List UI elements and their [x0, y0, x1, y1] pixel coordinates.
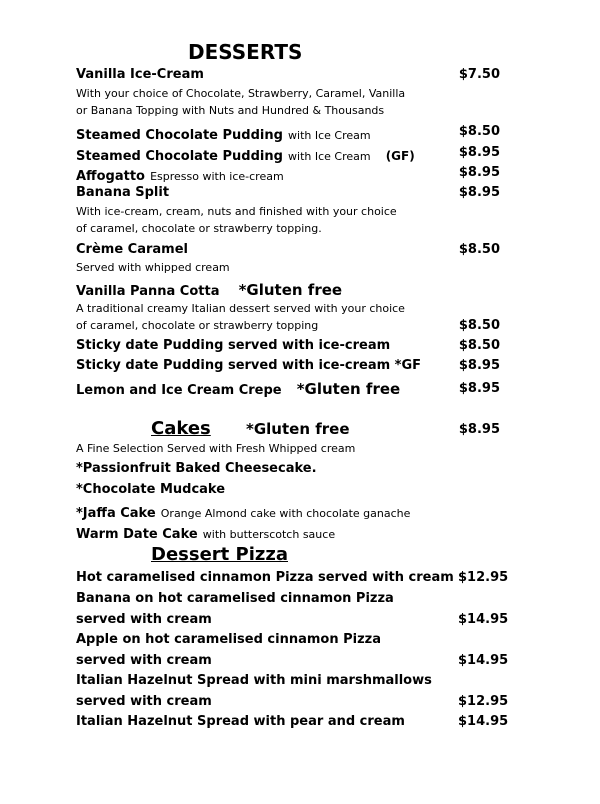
item-price: $8.50: [458, 338, 500, 353]
item-name: Warm Date Cake: [76, 527, 198, 542]
gluten-free-note: *Gluten free: [296, 380, 401, 398]
item-description: of caramel, chocolate or strawberry topping: [76, 319, 319, 332]
item-suffix: Orange Almond cake with chocolate ganache: [160, 507, 411, 520]
cake-item: *Passionfruit Baked Cheesecake.: [76, 461, 317, 476]
item-name: Banana Split: [76, 185, 170, 200]
menu-item: [76, 145, 415, 164]
item-name: Sticky date Pudding served with ice-cream: [76, 338, 391, 353]
item-name: *Jaffa Cake: [76, 506, 156, 521]
pizza-item: Italian Hazelnut Spread with pear and cream: [76, 714, 405, 729]
item-name: Sticky date Pudding served with ice-cream *GF: [76, 358, 422, 373]
item-description: With your choice of Chocolate, Strawberry, Caramel, Vanilla: [76, 87, 406, 100]
item-price: $8.50: [458, 318, 500, 333]
pizza-item: Hot caramelised cinnamon Pizza served with cream: [76, 570, 454, 585]
cakes-description: A Fine Selection Served with Fresh Whipped cream: [76, 442, 356, 455]
item-price: $14.95: [458, 653, 509, 668]
cake-item: *Chocolate Mudcake: [76, 482, 226, 497]
item-price: $12.95: [458, 694, 509, 709]
item-name: Vanilla Ice-Cream: [76, 67, 204, 82]
page-title: DESSERTS: [188, 40, 303, 64]
item-description: of caramel, chocolate or strawberry topping.: [76, 222, 322, 235]
section-heading-dessert-pizza: Dessert Pizza: [151, 544, 288, 565]
pizza-item: Apple on hot caramelised cinnamon Pizza: [76, 632, 382, 647]
cakes-price: $8.95: [458, 422, 500, 437]
cake-item: [76, 502, 410, 521]
menu-item: [76, 124, 371, 143]
item-description: or Banana Topping with Nuts and Hundred & Thousands: [76, 104, 385, 117]
menu-item: [76, 165, 284, 184]
item-price: $14.95: [458, 612, 509, 627]
menu-item: [76, 280, 342, 299]
item-price: $8.50: [458, 242, 500, 257]
item-price: $8.95: [458, 185, 500, 200]
item-suffix: Espresso with ice-cream: [150, 170, 284, 183]
item-price: $7.50: [458, 67, 500, 82]
item-name: Steamed Chocolate Pudding: [76, 128, 283, 143]
pizza-item-continued: served with cream: [76, 612, 212, 627]
cake-item: [76, 523, 335, 542]
item-name: Vanilla Panna Cotta: [76, 284, 220, 299]
item-description: A traditional creamy Italian dessert served with your choice: [76, 302, 405, 315]
item-price: $8.95: [458, 145, 500, 160]
gf-tag: (GF): [385, 149, 415, 163]
item-price: $8.50: [458, 124, 500, 139]
item-description: With ice-cream, cream, nuts and finished with your choice: [76, 205, 397, 218]
pizza-item: Banana on hot caramelised cinnamon Pizza: [76, 591, 394, 606]
section-heading-cakes: Cakes: [151, 418, 211, 439]
item-name: Steamed Chocolate Pudding: [76, 149, 283, 164]
item-price: $12.95: [458, 570, 509, 585]
item-name: Crème Caramel: [76, 242, 188, 257]
pizza-item-continued: served with cream: [76, 653, 212, 668]
gluten-free-note: *Gluten free: [246, 420, 350, 438]
item-name: Lemon and Ice Cream Crepe: [76, 383, 282, 398]
item-price: $8.95: [458, 358, 500, 373]
menu-item: [76, 379, 400, 398]
item-suffix: with Ice Cream: [288, 150, 371, 163]
item-suffix: with Ice Cream: [288, 129, 371, 142]
item-name: Affogatto: [76, 169, 145, 184]
item-price: $8.95: [458, 165, 500, 180]
item-suffix: with butterscotch sauce: [202, 528, 336, 541]
gluten-free-note: *Gluten free: [238, 281, 343, 299]
pizza-item: Italian Hazelnut Spread with mini marshmallows: [76, 673, 432, 688]
item-price: $8.95: [458, 381, 500, 396]
pizza-item-continued: served with cream: [76, 694, 212, 709]
item-description: Served with whipped cream: [76, 261, 230, 274]
item-price: $14.95: [458, 714, 509, 729]
